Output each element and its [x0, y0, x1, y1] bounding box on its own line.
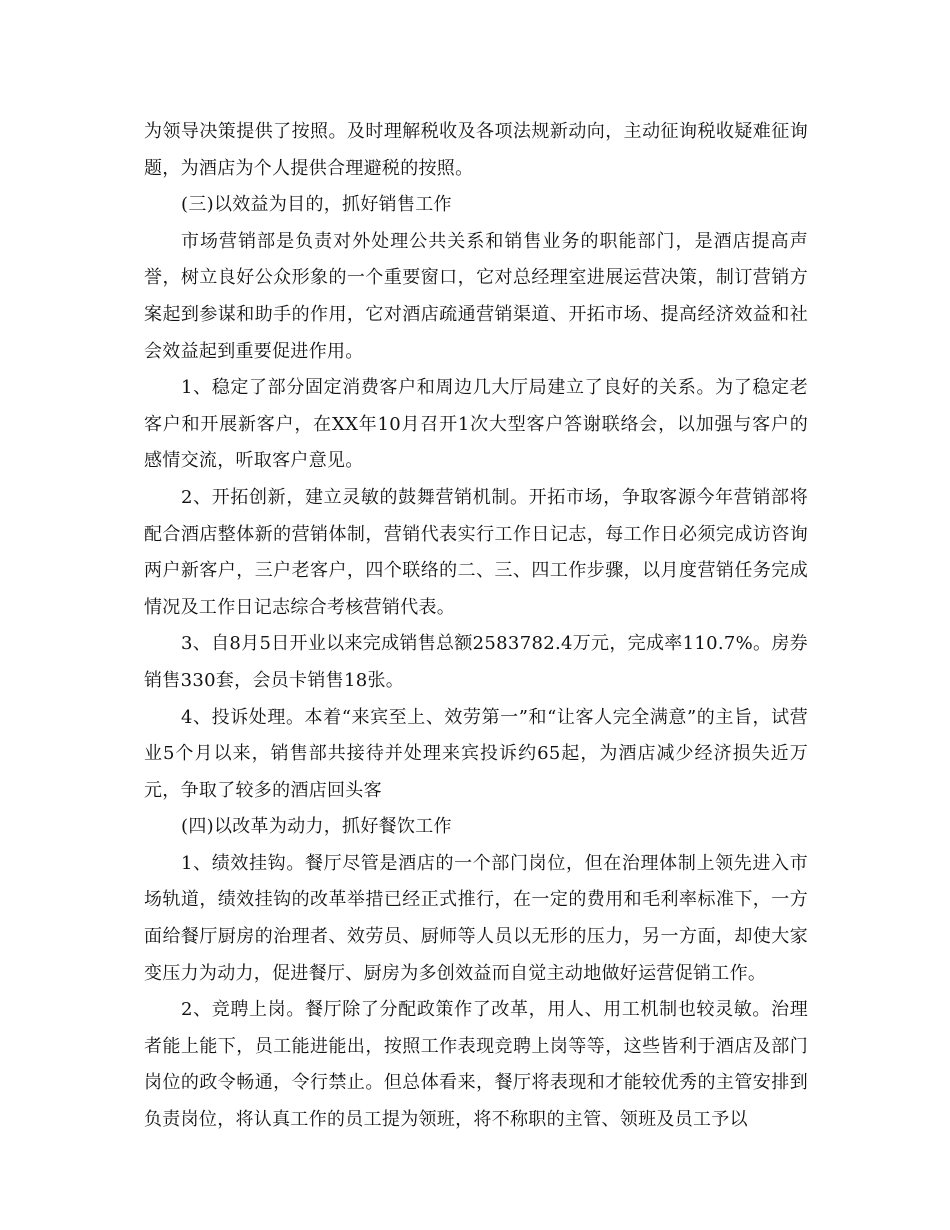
paragraph-marketing-dept: 市场营销部是负责对外处理公共关系和销售业务的职能部门，是酒店提高声誉，树立良好公众形象的一个重要窗口，它对总经理室进展运营决策，制订营销方案起到参谋和助手的作用，它对酒店疏通营销渠道、开拓市场、提高经济效益和社会效益起到重要促进作用。 [144, 230, 808, 362]
paragraph-sales-item-2: 2、开拓创新，建立灵敏的鼓舞营销机制。开拓市场，争取客源今年营销部将配合酒店整体新的营销体制，营销代表实行工作日记志，每工作日必须完成访咨询两户新客户，三户老客户，四个联络的二、三、四工作步骤，以月度营销任务完成情况及工作日记志综合考核营销代表。 [144, 486, 808, 618]
paragraph-tax-followup: 为领导决策提供了按照。及时理解税收及各项法规新动向，主动征询税收疑难征询题，为酒店为个人提供合理避税的按照。 [144, 121, 808, 179]
paragraph-sales-item-3: 3、自8月5日开业以来完成销售总额2583782.4万元，完成率110.7%。房券销售330套，会员卡销售18张。 [144, 633, 808, 691]
document-body [144, 114, 808, 1139]
section-heading-catering: (四)以改革为动力，抓好餐饮工作 [181, 816, 452, 838]
paragraph-catering-item-1: 1、绩效挂钩。餐厅尽管是酒店的一个部门岗位，但在治理体制上领先进入市场轨道，绩效挂钩的改革举措已经正式推行，在一定的费用和毛利率标准下，一方面给餐厅厨房的治理者、效劳员、厨师等人员以无形的压力，另一方面，却使大家变压力为动力，促进餐厅、厨房为多创效益而自觉主动地做好运营促销工作。 [144, 852, 808, 984]
paragraph-sales-item-4: 4、投诉处理。本着“来宾至上、效劳第一”和“让客人完全满意”的主旨，试营业5个月以来，销售部共接待并处理来宾投诉约65起，为酒店减少经济损失近万元，争取了较多的酒店回头客 [144, 706, 808, 801]
paragraph-sales-item-1: 1、稳定了部分固定消费客户和周边几大厅局建立了良好的关系。为了稳定老客户和开展新客户，在XX年10月召开1次大型客户答谢联络会，以加强与客户的感情交流，听取客户意见。 [144, 377, 808, 472]
section-heading-sales: (三)以效益为目的，抓好销售工作 [181, 194, 452, 216]
paragraph-catering-item-2: 2、竞聘上岗。餐厅除了分配政策作了改革，用人、用工机制也较灵敏。治理者能上能下，员工能进能出，按照工作表现竞聘上岗等等，这些皆利于酒店及部门岗位的政令畅通，令行禁止。但总体看来，餐厅将表现和才能较优秀的主管安排到负责岗位，将认真工作的员工提为领班，将不称职的主管、领班及员工予以 [144, 999, 808, 1131]
